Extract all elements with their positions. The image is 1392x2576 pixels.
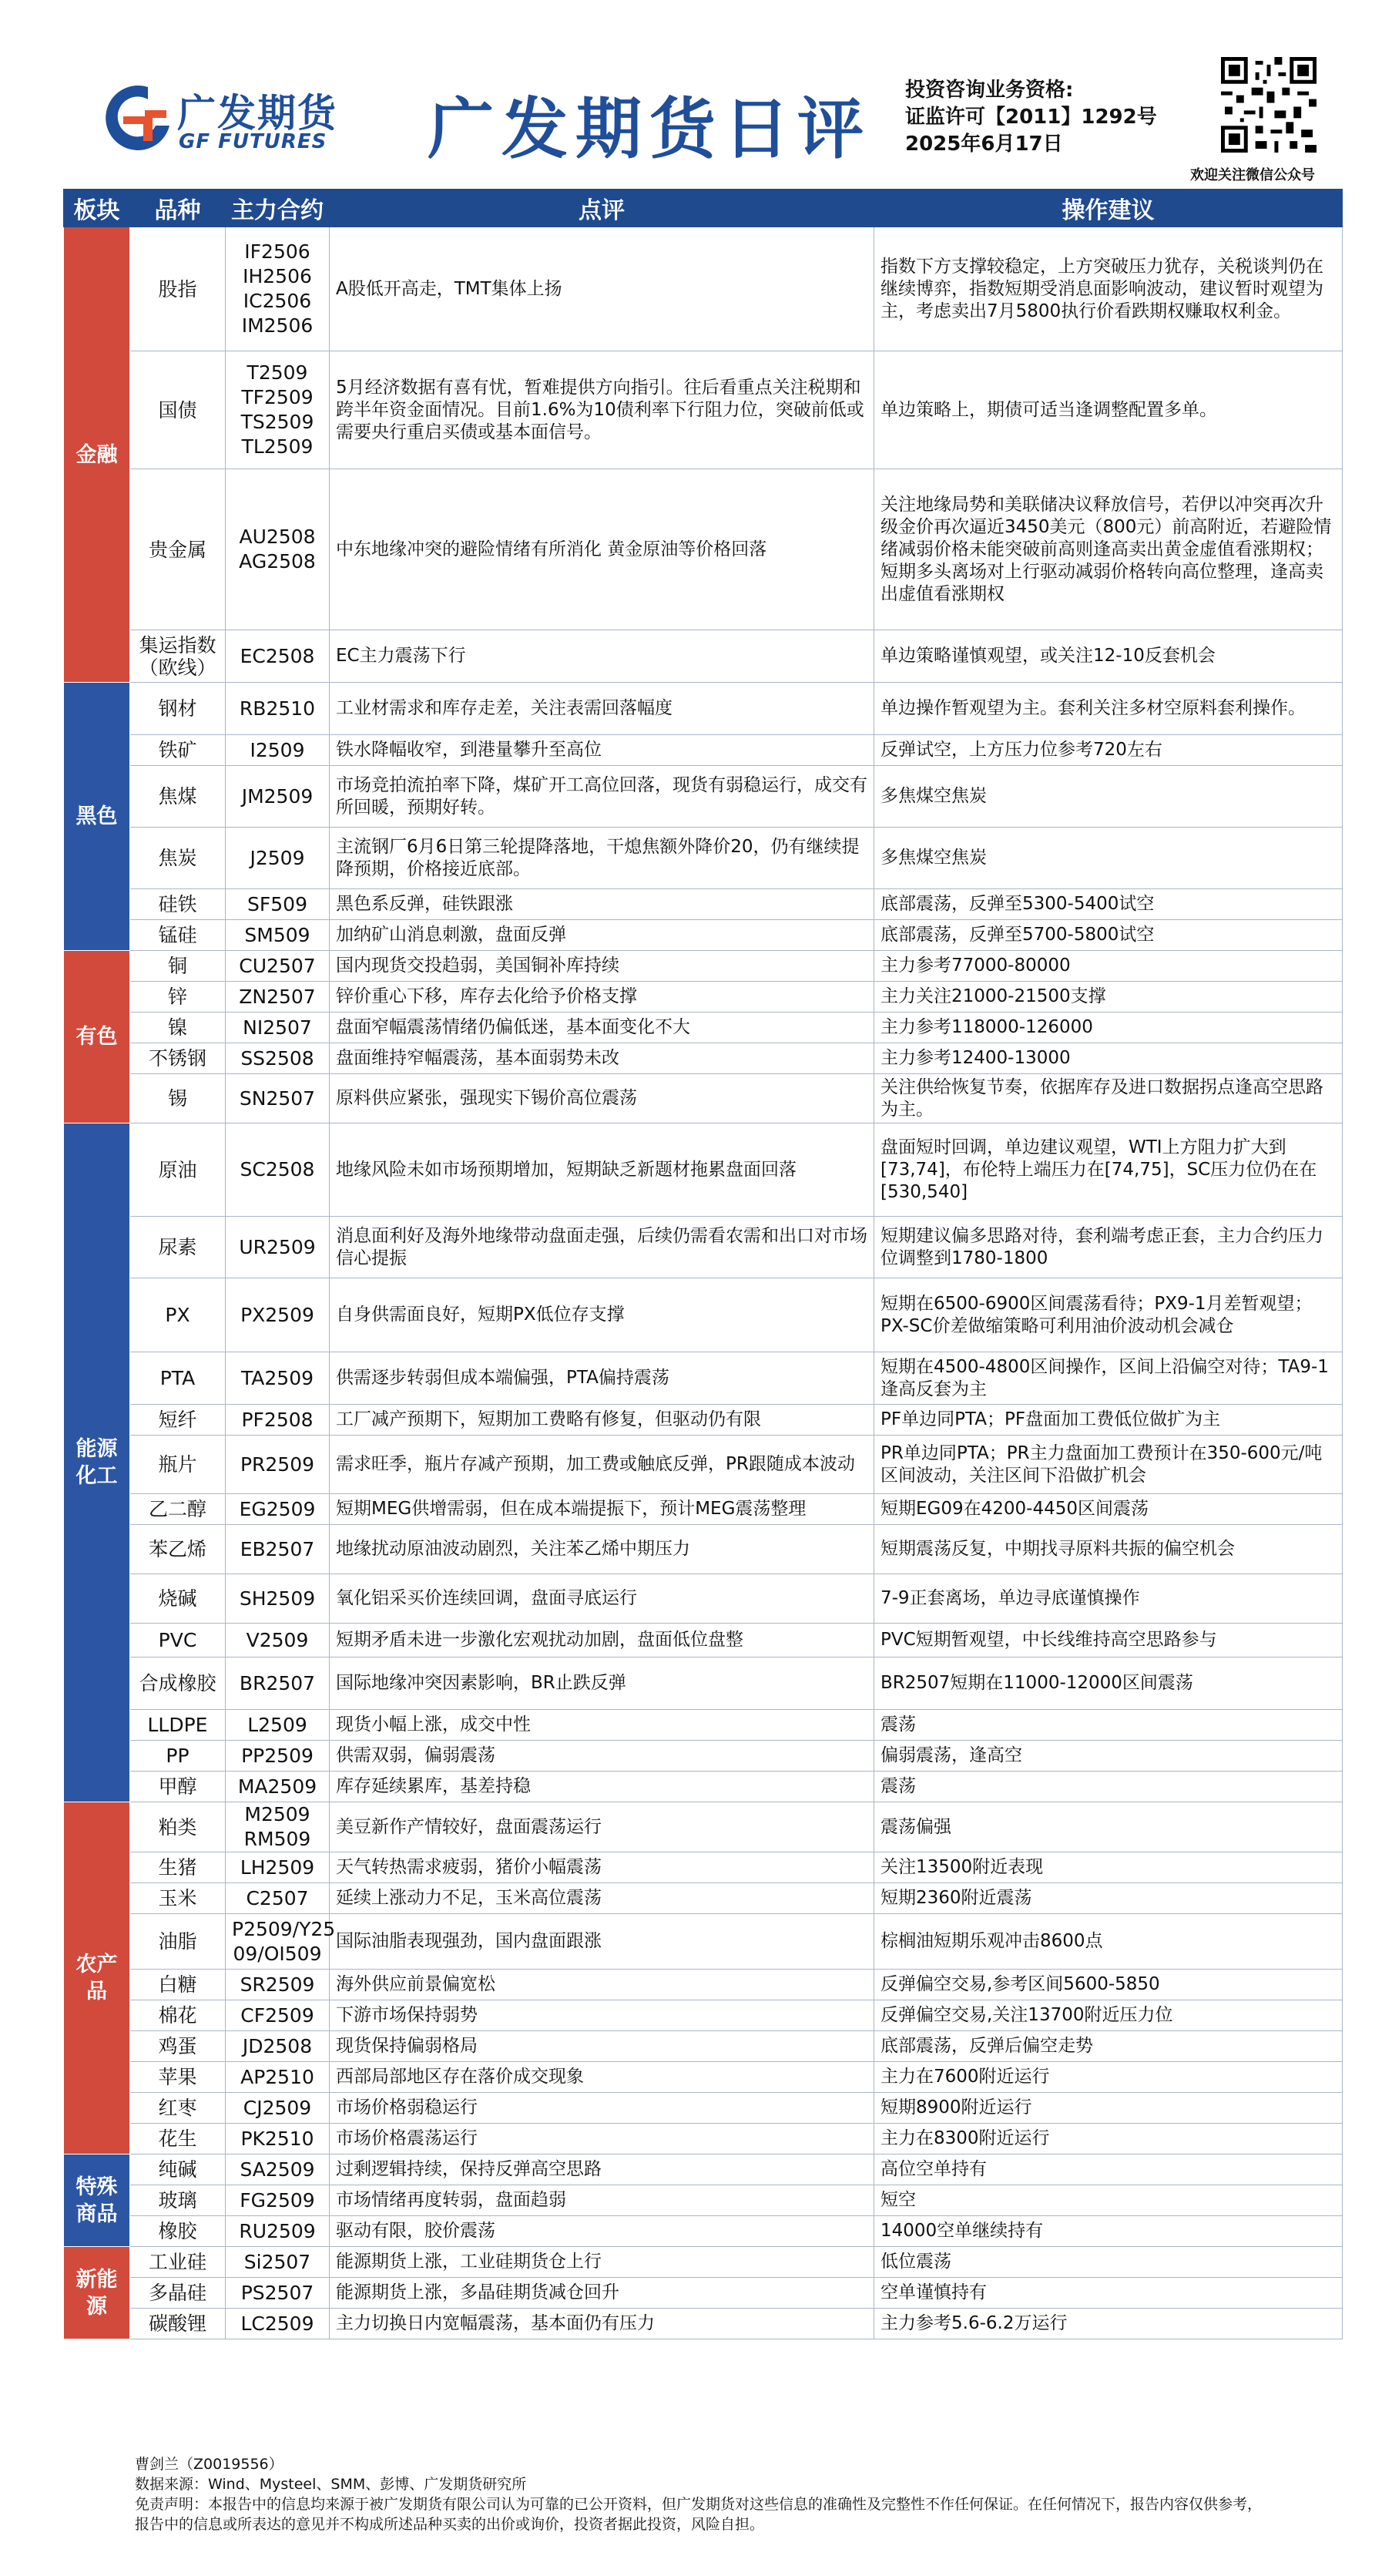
contract-cell: FG2509: [226, 2185, 330, 2216]
product-cell: 甲醇: [130, 1772, 226, 1802]
comment-cell: 地缘风险未如市场预期增加，短期缺乏新题材拖累盘面回落: [330, 1123, 874, 1217]
advice-cell: 低位震荡: [874, 2247, 1343, 2278]
comment-cell: 中东地缘冲突的避险情绪有所消化 黄金原油等价格回落: [330, 469, 874, 630]
product-cell: 铁矿: [130, 735, 226, 766]
product-cell: 烧碱: [130, 1574, 226, 1624]
header-product: 品种: [130, 190, 226, 227]
product-cell: 瓶片: [130, 1436, 226, 1494]
table-row: [64, 1217, 1343, 1278]
contract-cell: SF509: [226, 889, 330, 920]
advice-cell: 14000空单继续持有: [874, 2216, 1343, 2247]
contract-cell: CU2507: [226, 951, 330, 982]
contract-cell: ZN2507: [226, 982, 330, 1013]
contract-cell: PX2509: [226, 1278, 330, 1352]
table-row: [64, 1352, 1343, 1405]
advice-cell: 高位空单持有: [874, 2155, 1343, 2185]
product-cell: PVC: [130, 1624, 226, 1657]
comment-cell: 供需逐步转弱但成本端偏强，PTA偏持震荡: [330, 1352, 874, 1405]
comment-cell: 库存延续累库，基差持稳: [330, 1772, 874, 1802]
comment-cell: 国际油脂表现强劲，国内盘面跟涨: [330, 1914, 874, 1970]
table-row: [64, 1494, 1343, 1525]
table-row: [64, 828, 1343, 889]
sector-cell: 特殊商品: [64, 2155, 130, 2247]
product-cell: 乙二醇: [130, 1494, 226, 1525]
product-cell: 棉花: [130, 2000, 226, 2031]
advice-cell: 反弹试空，上方压力位参考720左右: [874, 735, 1343, 766]
advice-cell: 主力参考5.6-6.2万运行: [874, 2309, 1343, 2339]
comment-cell: 国际地缘冲突因素影响，BR止跌反弹: [330, 1657, 874, 1710]
advice-cell: 主力在7600附近运行: [874, 2062, 1343, 2093]
contract-cell: SR2509: [226, 1970, 330, 2000]
sector-cell: 新能源: [64, 2247, 130, 2339]
qualification-block: [905, 77, 1157, 158]
comment-cell: 国内现货交投趋弱，美国铜补库持续: [330, 951, 874, 982]
comment-cell: 氧化铝采买价连续回调，盘面寻底运行: [330, 1574, 874, 1624]
contract-cell: V2509: [226, 1624, 330, 1657]
table-row: [64, 1525, 1343, 1574]
advice-cell: 空单谨慎持有: [874, 2278, 1343, 2309]
table-row: [64, 1914, 1343, 1970]
comment-cell: 现货保持偏弱格局: [330, 2031, 874, 2062]
comment-cell: 短期矛盾未进一步激化宏观扰动加剧，盘面低位盘整: [330, 1624, 874, 1657]
table-row: [64, 2124, 1343, 2155]
contract-cell: PR2509: [226, 1436, 330, 1494]
product-cell: 镍: [130, 1013, 226, 1043]
header-comment: 点评: [330, 190, 874, 227]
product-cell: 粕类: [130, 1802, 226, 1852]
product-cell: 国债: [130, 351, 226, 469]
table-row: [64, 630, 1343, 683]
advice-cell: 短期建议偏多思路对待，套利端考虑正套，主力合约压力位调整到1780-1800: [874, 1217, 1343, 1278]
product-cell: 油脂: [130, 1914, 226, 1970]
advice-cell: 偏弱震荡，逢高空: [874, 1741, 1343, 1772]
product-cell: PTA: [130, 1352, 226, 1405]
advice-cell: 指数下方支撑较稳定，上方突破压力犹存，关税谈判仍在继续博弈，指数短期受消息面影响波动，建议暂时观望为主，考虑卖出7月5800执行价看跌期权赚取权利金。: [874, 227, 1343, 351]
comment-cell: 锌价重心下移，库存去化给予价格支撑: [330, 982, 874, 1013]
comment-cell: 5月经济数据有喜有忧，暂难提供方向指引。往后看重点关注税期和跨半年资金面情况。目前1.6%为10债利率下行阻力位，突破前低或需要央行重启买债或基本面信号。: [330, 351, 874, 469]
advice-cell: 主力参考118000-126000: [874, 1013, 1343, 1043]
table-row: [64, 469, 1343, 630]
advice-cell: 反弹偏空交易,关注13700附近压力位: [874, 2000, 1343, 2031]
advice-cell: 关注地缘局势和美联储决议释放信号，若伊以冲突再次升级金价再次逼近3450美元（800元）前高附近，若避险情绪减弱价格未能突破前高则逢高卖出黄金虚值看涨期权；短期多头离场对上行驱动减弱价格转向高位整理，逢高卖出虚值看涨期权: [874, 469, 1343, 630]
comment-cell: 能源期货上涨，多晶硅期货减仓回升: [330, 2278, 874, 2309]
product-cell: 碳酸锂: [130, 2309, 226, 2339]
comment-cell: 美豆新作产情较好，盘面震荡运行: [330, 1802, 874, 1852]
license-number: 证监许可【2011】1292号: [905, 106, 1157, 129]
disclaimer-line-1: 免责声明：本报告中的信息均来源于被广发期货有限公司认为可靠的已公开资料，但广发期货对这些信息的准确性及完整性不作任何保证。在任何情况下，报告内容仅供参考，: [135, 2496, 1263, 2513]
table-row: [64, 1043, 1343, 1074]
logo-chinese-name: 广发期货: [177, 91, 337, 136]
table-row: [64, 1710, 1343, 1741]
table-row: [64, 1278, 1343, 1352]
table-row: [64, 1772, 1343, 1802]
advice-cell: 反弹偏空交易,参考区间5600-5850: [874, 1970, 1343, 2000]
table-row: [64, 1074, 1343, 1123]
comment-cell: 延续上涨动力不足，玉米高位震荡: [330, 1883, 874, 1914]
sector-cell: 金融: [64, 227, 130, 683]
advice-cell: 棕榈油短期乐观冲击8600点: [874, 1914, 1343, 1970]
comment-cell: 西部局部地区存在落价成交现象: [330, 2062, 874, 2093]
contract-cell: SA2509: [226, 2155, 330, 2185]
comment-cell: 过剩逻辑持续，保持反弹高空思路: [330, 2155, 874, 2185]
advice-cell: 短期在6500-6900区间震荡看待；PX9-1月差暂观望；PX-SC价差做缩策略可利用油价波动机会减仓: [874, 1278, 1343, 1352]
comment-cell: 原料供应紧张，强现实下锡价高位震荡: [330, 1074, 874, 1123]
product-cell: 苯乙烯: [130, 1525, 226, 1574]
comment-cell: 自身供需面良好，短期PX低位存支撑: [330, 1278, 874, 1352]
advice-cell: 短期2360附近震荡: [874, 1883, 1343, 1914]
product-cell: 硅铁: [130, 889, 226, 920]
sector-cell: 有色: [64, 951, 130, 1123]
product-cell: 股指: [130, 227, 226, 351]
contract-cell: C2507: [226, 1883, 330, 1914]
table-row: [64, 2309, 1343, 2339]
product-cell: 钢材: [130, 683, 226, 735]
comment-cell: 工业材需求和库存走差，关注表需回落幅度: [330, 683, 874, 735]
product-cell: 锡: [130, 1074, 226, 1123]
table-row: [64, 2247, 1343, 2278]
table-row: [64, 951, 1343, 982]
advice-cell: 震荡偏强: [874, 1802, 1343, 1852]
report-date: 2025年6月17日: [905, 133, 1063, 156]
product-cell: 合成橡胶: [130, 1657, 226, 1710]
product-cell: 焦炭: [130, 828, 226, 889]
contract-cell: SC2508: [226, 1123, 330, 1217]
gf-logo-icon: [100, 81, 174, 155]
comment-cell: 需求旺季，瓶片存减产预期，加工费或触底反弹，PR跟随成本波动: [330, 1436, 874, 1494]
table-row: [64, 1741, 1343, 1772]
advice-cell: PR单边同PTA；PR主力盘面加工费预计在350-600元/吨区间波动，关注区间下沿做扩机会: [874, 1436, 1343, 1494]
advice-cell: 主力参考12400-13000: [874, 1043, 1343, 1074]
logo-english-name: GF FUTURES: [179, 130, 327, 153]
contract-cell: M2509 RM509: [226, 1802, 330, 1852]
product-cell: 焦煤: [130, 766, 226, 828]
comment-cell: 供需双弱，偏弱震荡: [330, 1741, 874, 1772]
product-cell: 贵金属: [130, 469, 226, 630]
product-cell: 苹果: [130, 2062, 226, 2093]
sector-cell: 能源化工: [64, 1123, 130, 1802]
advice-cell: 单边策略谨慎观望，或关注12-10反套机会: [874, 630, 1343, 683]
table-row: [64, 1802, 1343, 1852]
contract-cell: SS2508: [226, 1043, 330, 1074]
header-sector: 板块: [64, 190, 130, 227]
table-row: [64, 1574, 1343, 1624]
contract-cell: JM2509: [226, 766, 330, 828]
contract-cell: CF2509: [226, 2000, 330, 2031]
advice-cell: 底部震荡，反弹后偏空走势: [874, 2031, 1343, 2062]
product-cell: 鸡蛋: [130, 2031, 226, 2062]
product-cell: 集运指数（欧线）: [130, 630, 226, 683]
comment-cell: 市场情绪再度转弱，盘面趋弱: [330, 2185, 874, 2216]
contract-cell: SH2509: [226, 1574, 330, 1624]
advice-cell: 底部震荡，反弹至5300-5400试空: [874, 889, 1343, 920]
table-row: [64, 982, 1343, 1013]
table-row: [64, 1883, 1343, 1914]
contract-cell: Si2507: [226, 2247, 330, 2278]
comment-cell: 铁水降幅收窄，到港量攀升至高位: [330, 735, 874, 766]
table-row: [64, 1852, 1343, 1883]
table-row: [64, 1624, 1343, 1657]
comment-cell: 下游市场保持弱势: [330, 2000, 874, 2031]
table-row: [64, 2031, 1343, 2062]
comment-cell: 盘面维持窄幅震荡，基本面弱势未改: [330, 1043, 874, 1074]
table-row: [64, 2000, 1343, 2031]
contract-cell: PF2508: [226, 1405, 330, 1436]
contract-cell: AP2510: [226, 2062, 330, 2093]
contract-cell: EC2508: [226, 630, 330, 683]
comment-cell: 地缘扰动原油波动剧烈，关注苯乙烯中期压力: [330, 1525, 874, 1574]
contract-cell: AU2508 AG2508: [226, 469, 330, 630]
product-cell: 玻璃: [130, 2185, 226, 2216]
product-cell: 生猪: [130, 1852, 226, 1883]
table-row: [64, 1123, 1343, 1217]
advice-cell: 底部震荡，反弹至5700-5800试空: [874, 920, 1343, 951]
advice-cell: 单边操作暂观望为主。套利关注多材空原料套利操作。: [874, 683, 1343, 735]
advice-cell: 震荡: [874, 1710, 1343, 1741]
contract-cell: LC2509: [226, 2309, 330, 2339]
comment-cell: 盘面窄幅震荡情绪仍偏低迷，基本面变化不大: [330, 1013, 874, 1043]
comment-cell: 主流钢厂6月6日第三轮提降落地，干熄焦额外降价20，仍有继续提降预期，价格接近底部。: [330, 828, 874, 889]
company-logo: [100, 81, 347, 158]
advice-cell: PF单边同PTA；PF盘面加工费低位做扩为主: [874, 1405, 1343, 1436]
table-row: [64, 2093, 1343, 2124]
contract-cell: PP2509: [226, 1741, 330, 1772]
sector-cell: 农产品: [64, 1802, 130, 2155]
comment-cell: 短期MEG供增需弱，但在成本端提振下，预计MEG震荡整理: [330, 1494, 874, 1525]
product-cell: 原油: [130, 1123, 226, 1217]
product-cell: PX: [130, 1278, 226, 1352]
contract-cell: I2509: [226, 735, 330, 766]
comment-cell: 天气转热需求疲弱，猪价小幅震荡: [330, 1852, 874, 1883]
comment-cell: 工厂减产预期下，短期加工费略有修复，但驱动仍有限: [330, 1405, 874, 1436]
contract-cell: RB2510: [226, 683, 330, 735]
table-row: [64, 2216, 1343, 2247]
advice-cell: 多焦煤空焦炭: [874, 766, 1343, 828]
table-header-row: [64, 190, 1343, 227]
product-cell: 多晶硅: [130, 2278, 226, 2309]
table-row: [64, 351, 1343, 469]
contract-cell: EG2509: [226, 1494, 330, 1525]
advice-cell: 主力参考77000-80000: [874, 951, 1343, 982]
product-cell: 尿素: [130, 1217, 226, 1278]
comment-cell: 市场价格震荡运行: [330, 2124, 874, 2155]
contract-cell: LH2509: [226, 1852, 330, 1883]
advice-cell: PVC短期暂观望，中长线维持高空思路参与: [874, 1624, 1343, 1657]
advice-cell: 关注供给恢复节奏，依据库存及进口数据拐点逢高空思路为主。: [874, 1074, 1343, 1123]
comment-cell: 加纳矿山消息刺激，盘面反弹: [330, 920, 874, 951]
table-row: [64, 1405, 1343, 1436]
contract-cell: SN2507: [226, 1074, 330, 1123]
comment-cell: 黑色系反弹，硅铁跟涨: [330, 889, 874, 920]
table-row: [64, 920, 1343, 951]
advice-cell: 盘面短时回调，单边建议观望，WTI上方阻力扩大到[73,74]，布伦特上端压力在[74,75]，SC压力位仍在在 [530,540]: [874, 1123, 1343, 1217]
product-cell: 锰硅: [130, 920, 226, 951]
advice-cell: 短空: [874, 2185, 1343, 2216]
product-cell: LLDPE: [130, 1710, 226, 1741]
qr-caption: 欢迎关注微信公众号: [1190, 167, 1315, 183]
product-cell: 橡胶: [130, 2216, 226, 2247]
data-source: 数据来源：Wind、Mysteel、SMM、彭博、广发期货研究所: [135, 2476, 527, 2493]
contract-cell: T2509 TF2509 TS2509 TL2509: [226, 351, 330, 469]
comment-cell: 能源期货上涨，工业硅期货仓上行: [330, 2247, 874, 2278]
table-row: [64, 735, 1343, 766]
advice-cell: 单边策略上，期债可适当逢调整配置多单。: [874, 351, 1343, 469]
table-row: [64, 2155, 1343, 2185]
contract-cell: EB2507: [226, 1525, 330, 1574]
advice-cell: 短期8900附近运行: [874, 2093, 1343, 2124]
advice-cell: 短期EG09在4200-4450区间震荡: [874, 1494, 1343, 1525]
comment-cell: 市场价格弱稳运行: [330, 2093, 874, 2124]
table-row: [64, 2185, 1343, 2216]
table-row: [64, 766, 1343, 828]
disclaimer-line-2: 报告中的信息或所表达的意见并不构成所述品种买卖的出价或询价，投资者据此投资，风险自担。: [135, 2516, 765, 2533]
contract-cell: JD2508: [226, 2031, 330, 2062]
qr-code-icon: [1221, 57, 1317, 153]
comment-cell: 主力切换日内宽幅震荡，基本面仍有压力: [330, 2309, 874, 2339]
comment-cell: 驱动有限，胶价震荡: [330, 2216, 874, 2247]
analyst-name: 曹剑兰（Z0019556）: [135, 2456, 283, 2473]
contract-cell: BR2507: [226, 1657, 330, 1710]
table-row: [64, 2062, 1343, 2093]
comment-cell: A股低开高走，TMT集体上扬: [330, 227, 874, 351]
product-cell: 工业硅: [130, 2247, 226, 2278]
report-footer: [135, 2454, 1337, 2534]
advice-cell: 多焦煤空焦炭: [874, 828, 1343, 889]
advice-cell: BR2507短期在11000-12000区间震荡: [874, 1657, 1343, 1710]
table-row: [64, 227, 1343, 351]
header-advice: 操作建议: [874, 190, 1343, 227]
contract-cell: UR2509: [226, 1217, 330, 1278]
advice-cell: 7-9正套离场，单边寻底谨慎操作: [874, 1574, 1343, 1624]
product-cell: 锌: [130, 982, 226, 1013]
product-cell: 短纤: [130, 1405, 226, 1436]
contract-cell: CJ2509: [226, 2093, 330, 2124]
contract-cell: RU2509: [226, 2216, 330, 2247]
contract-cell: L2509: [226, 1710, 330, 1741]
table-row: [64, 889, 1343, 920]
product-cell: 纯碱: [130, 2155, 226, 2185]
contract-cell: PK2510: [226, 2124, 330, 2155]
product-cell: 玉米: [130, 1883, 226, 1914]
contract-cell: P2509/Y25 09/OI509: [226, 1914, 330, 1970]
product-cell: 红枣: [130, 2093, 226, 2124]
qualification-label: 投资咨询业务资格:: [905, 79, 1074, 102]
product-cell: PP: [130, 1741, 226, 1772]
contract-cell: MA2509: [226, 1772, 330, 1802]
table-row: [64, 683, 1343, 735]
comment-cell: EC主力震荡下行: [330, 630, 874, 683]
contract-cell: NI2507: [226, 1013, 330, 1043]
table-row: [64, 1657, 1343, 1710]
table-row: [64, 1436, 1343, 1494]
advice-cell: 短期在4500-4800区间操作，区间上沿偏空对待；TA9-1逢高反套为主: [874, 1352, 1343, 1405]
product-cell: 花生: [130, 2124, 226, 2155]
comment-cell: 现货小幅上涨，成交中性: [330, 1710, 874, 1741]
table-row: [64, 2278, 1343, 2309]
sector-cell: 黑色: [64, 683, 130, 951]
comment-cell: 海外供应前景偏宽松: [330, 1970, 874, 2000]
comment-cell: 消息面利好及海外地缘带动盘面走强，后续仍需看农需和出口对市场信心提振: [330, 1217, 874, 1278]
comment-cell: 市场竞拍流拍率下降，煤矿开工高位回落，现货有弱稳运行，成交有所回暖，预期好转。: [330, 766, 874, 828]
advice-cell: 主力关注21000-21500支撑: [874, 982, 1343, 1013]
product-cell: 铜: [130, 951, 226, 982]
contract-cell: J2509: [226, 828, 330, 889]
contract-cell: SM509: [226, 920, 330, 951]
contract-cell: PS2507: [226, 2278, 330, 2309]
daily-review-table: [63, 189, 1343, 2339]
table-row: [64, 1970, 1343, 2000]
report-header: [0, 0, 1392, 185]
product-cell: 不锈钢: [130, 1043, 226, 1074]
header-contract: 主力合约: [226, 190, 330, 227]
report-title: 广发期货日评: [428, 91, 871, 168]
table-row: [64, 1013, 1343, 1043]
advice-cell: 震荡: [874, 1772, 1343, 1802]
advice-cell: 主力在8300附近运行: [874, 2124, 1343, 2155]
advice-cell: 短期震荡反复，中期找寻原料共振的偏空机会: [874, 1525, 1343, 1574]
advice-cell: 关注13500附近表现: [874, 1852, 1343, 1883]
product-cell: 白糖: [130, 1970, 226, 2000]
contract-cell: TA2509: [226, 1352, 330, 1405]
contract-cell: IF2506 IH2506 IC2506 IM2506: [226, 227, 330, 351]
